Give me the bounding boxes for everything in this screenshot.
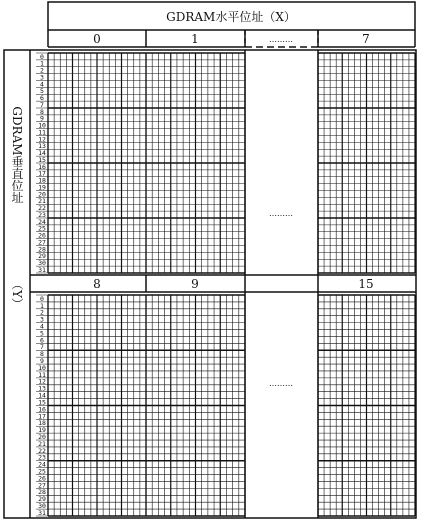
row-number-1-6: 6 — [40, 336, 44, 345]
col-label-15: 15 — [358, 277, 374, 291]
row-number-0-11: 11 — [38, 128, 46, 137]
row-number-0-20: 20 — [38, 190, 46, 199]
row-number-1-2: 2 — [40, 308, 44, 317]
row-number-1-24: 24 — [38, 460, 46, 469]
row-number-0-4: 4 — [40, 80, 44, 89]
row-number-0-23: 23 — [38, 210, 46, 219]
row-number-1-7: 7 — [40, 343, 44, 352]
col-label-7: 7 — [362, 32, 370, 46]
row-number-1-27: 27 — [38, 481, 46, 490]
row-number-1-26: 26 — [38, 474, 46, 483]
side-label-y: （Y） — [10, 278, 24, 310]
col-label-1: 1 — [191, 32, 199, 46]
row-number-1-20: 20 — [38, 432, 46, 441]
side-label-main: GDRAM垂直位址 — [10, 106, 24, 204]
row-number-0-9: 9 — [40, 114, 44, 123]
row-number-1-12: 12 — [38, 377, 46, 386]
row-number-0-2: 2 — [40, 66, 44, 75]
row-number-1-19: 19 — [38, 426, 46, 435]
col-label-9: 9 — [191, 277, 199, 291]
row-number-1-11: 11 — [38, 370, 46, 379]
row-number-1-0: 0 — [40, 294, 44, 303]
row-number-0-1: 1 — [40, 59, 44, 68]
row-number-1-21: 21 — [38, 439, 46, 448]
row-number-1-23: 23 — [38, 453, 46, 462]
row-number-1-29: 29 — [38, 495, 46, 504]
header-title: GDRAM水平位址（X） — [166, 10, 296, 24]
row-number-0-28: 28 — [38, 245, 46, 254]
row-number-1-14: 14 — [38, 391, 46, 400]
row-number-0-12: 12 — [38, 135, 46, 144]
row-number-0-19: 19 — [38, 183, 46, 192]
row-number-1-3: 3 — [40, 315, 44, 324]
gap-ellipsis-bottom: ……… — [269, 379, 293, 388]
row-number-0-0: 0 — [40, 52, 44, 61]
row-number-0-24: 24 — [38, 217, 46, 226]
row-number-1-30: 30 — [38, 502, 46, 511]
row-number-1-5: 5 — [40, 329, 44, 338]
col-label-8: 8 — [93, 277, 101, 291]
row-number-1-31: 31 — [38, 508, 46, 517]
row-number-0-30: 30 — [38, 259, 46, 268]
row-number-1-16: 16 — [38, 405, 46, 414]
row-number-1-25: 25 — [38, 467, 46, 476]
row-number-1-4: 4 — [40, 322, 44, 331]
row-number-0-17: 17 — [38, 169, 46, 178]
row-number-0-25: 25 — [38, 224, 46, 233]
row-number-1-1: 1 — [40, 301, 44, 310]
row-number-0-8: 8 — [40, 107, 44, 116]
row-number-0-6: 6 — [40, 94, 44, 103]
row-number-0-13: 13 — [38, 142, 46, 151]
col-label-ellipsis: ……… — [269, 35, 293, 44]
row-number-0-14: 14 — [38, 149, 46, 158]
row-number-0-26: 26 — [38, 231, 46, 240]
row-number-0-27: 27 — [38, 238, 46, 247]
row-number-0-3: 3 — [40, 73, 44, 82]
row-number-0-5: 5 — [40, 87, 44, 96]
row-number-1-15: 15 — [38, 398, 46, 407]
row-number-0-31: 31 — [38, 265, 46, 274]
row-number-0-29: 29 — [38, 252, 46, 261]
row-number-1-8: 8 — [40, 350, 44, 359]
row-number-0-15: 15 — [38, 155, 46, 164]
row-number-1-18: 18 — [38, 419, 46, 428]
row-number-0-18: 18 — [38, 176, 46, 185]
text-layer — [10, 9, 374, 388]
gap-ellipsis-top: ……… — [269, 209, 293, 218]
row-number-1-13: 13 — [38, 384, 46, 393]
row-number-1-9: 9 — [40, 357, 44, 366]
row-number-labels — [38, 53, 46, 517]
row-number-0-22: 22 — [38, 204, 46, 213]
row-number-0-10: 10 — [38, 121, 46, 130]
col-label-0: 0 — [93, 32, 101, 46]
row-number-1-28: 28 — [38, 488, 46, 497]
row-number-1-22: 22 — [38, 446, 46, 455]
row-number-0-7: 7 — [40, 100, 44, 109]
row-number-0-21: 21 — [38, 197, 46, 206]
row-number-0-16: 16 — [38, 162, 46, 171]
row-number-1-10: 10 — [38, 363, 46, 372]
row-number-1-17: 17 — [38, 412, 46, 421]
